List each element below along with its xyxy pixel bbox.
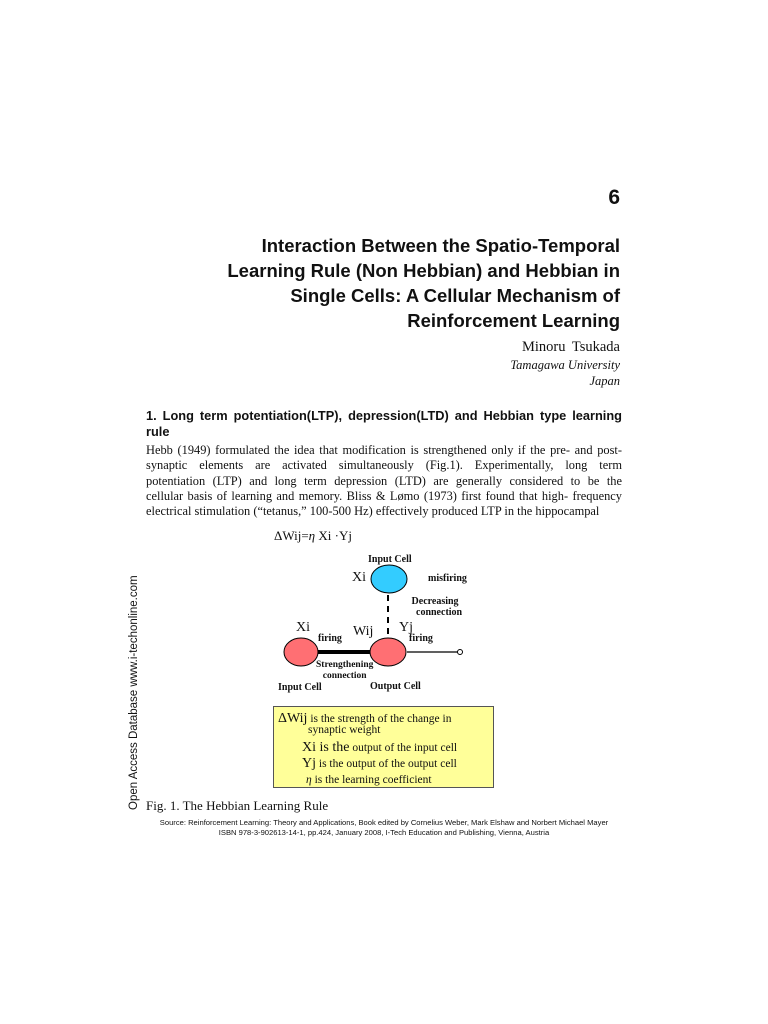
connection-line: connection — [416, 607, 463, 618]
body-paragraph — [146, 443, 622, 519]
decreasing-connection-label — [408, 596, 462, 618]
section-heading: 1. Long term potentiation(LTP), depression(LTD) and Hebbian type learning rule — [146, 408, 622, 439]
yj-symbol: Yj — [302, 756, 316, 771]
body-line: Hebb (1949) formulated the idea that modification is strengthened only if the pre- and post- — [146, 443, 622, 457]
source-line: Source: Reinforcement Learning: Theory and Applications, Book edited by Cornelius Weber, Mark Elshaw and Norbert Michael Mayer — [159, 818, 609, 827]
xi-left-label: Xi — [296, 620, 310, 635]
input-cell-left — [284, 638, 318, 666]
input-cell-top — [371, 565, 407, 593]
formula-rhs: Xi ·Yj — [315, 528, 352, 543]
strengthening-connection-label — [316, 660, 373, 682]
output-terminal — [458, 650, 463, 655]
wij-label: Wij — [353, 624, 374, 639]
decreasing-line: Decreasing — [411, 596, 459, 607]
affiliation-university: Tamagawa University — [510, 358, 620, 372]
title-line: Single Cells: A Cellular Mechanism of — [290, 285, 620, 306]
formula-lhs: ΔWij= — [274, 528, 309, 543]
figure-caption: Fig. 1. The Hebbian Learning Rule — [146, 798, 329, 813]
strengthening-line: Strengthening — [316, 660, 374, 670]
misfiring-label: misfiring — [428, 573, 467, 584]
legend-text: is the learning coefficient — [311, 774, 432, 786]
body-line: cellular basis of learning and memory. Bliss & Lømo (1973) first found that high- frequency — [146, 488, 622, 503]
hebbian-figure — [268, 526, 508, 796]
title-line: Learning Rule (Non Hebbian) and Hebbian in — [227, 260, 620, 281]
affiliation — [510, 357, 620, 389]
body-line: potentiation (LTP) and long term depression (LTD) are generally considered to be the — [146, 473, 622, 488]
output-cell — [370, 638, 406, 666]
chapter-number: 6 — [608, 186, 620, 209]
delta-wij-symbol: ΔWij — [278, 711, 308, 726]
yj-label: Yj — [399, 620, 413, 635]
legend-row-5 — [306, 770, 432, 788]
title-line: Reinforcement Learning — [407, 310, 620, 331]
xi-symbol: Xi is the — [302, 740, 350, 755]
source-note — [146, 818, 622, 838]
chapter-title — [160, 233, 620, 333]
eta-symbol: η — [308, 528, 316, 543]
source-line: ISBN 978-3-902613-14-1, pp.424, January 2008, I-Tech Education and Publishing, Vienna, Austria — [218, 828, 550, 837]
title-line: Interaction Between the Spatio-Temporal — [261, 235, 620, 256]
author-name: Minoru Tsukada — [522, 339, 620, 355]
input-cell-bottom-label: Input Cell — [278, 682, 322, 693]
legend-text: is the strength of the change in — [307, 713, 452, 725]
input-cell-top-label: Input Cell — [368, 554, 412, 565]
legend-box — [273, 706, 494, 788]
body-line: synaptic elements are activated simultaneously (Fig.1). Experimentally, long term — [146, 458, 622, 473]
legend-row-2: synaptic weight — [308, 724, 381, 736]
eta-symbol: η — [306, 774, 312, 786]
firing-right-label: firing — [409, 633, 433, 644]
output-cell-label: Output Cell — [370, 681, 421, 692]
affiliation-country: Japan — [589, 374, 620, 388]
connection-line: connection — [322, 671, 367, 681]
legend-text: output of the input cell — [349, 742, 458, 754]
body-line: electrical stimulation (“tetanus,” 100-500 Hz) effectively produced LTP in the hippocampal — [146, 504, 600, 519]
firing-left-label: firing — [318, 633, 342, 644]
sidebar-watermark: Open Access Database www.i-techonline.com — [128, 575, 140, 810]
neuron-diagram — [268, 526, 508, 706]
xi-top-label: Xi — [352, 570, 366, 585]
legend-text: is the output of the output cell — [316, 758, 457, 770]
